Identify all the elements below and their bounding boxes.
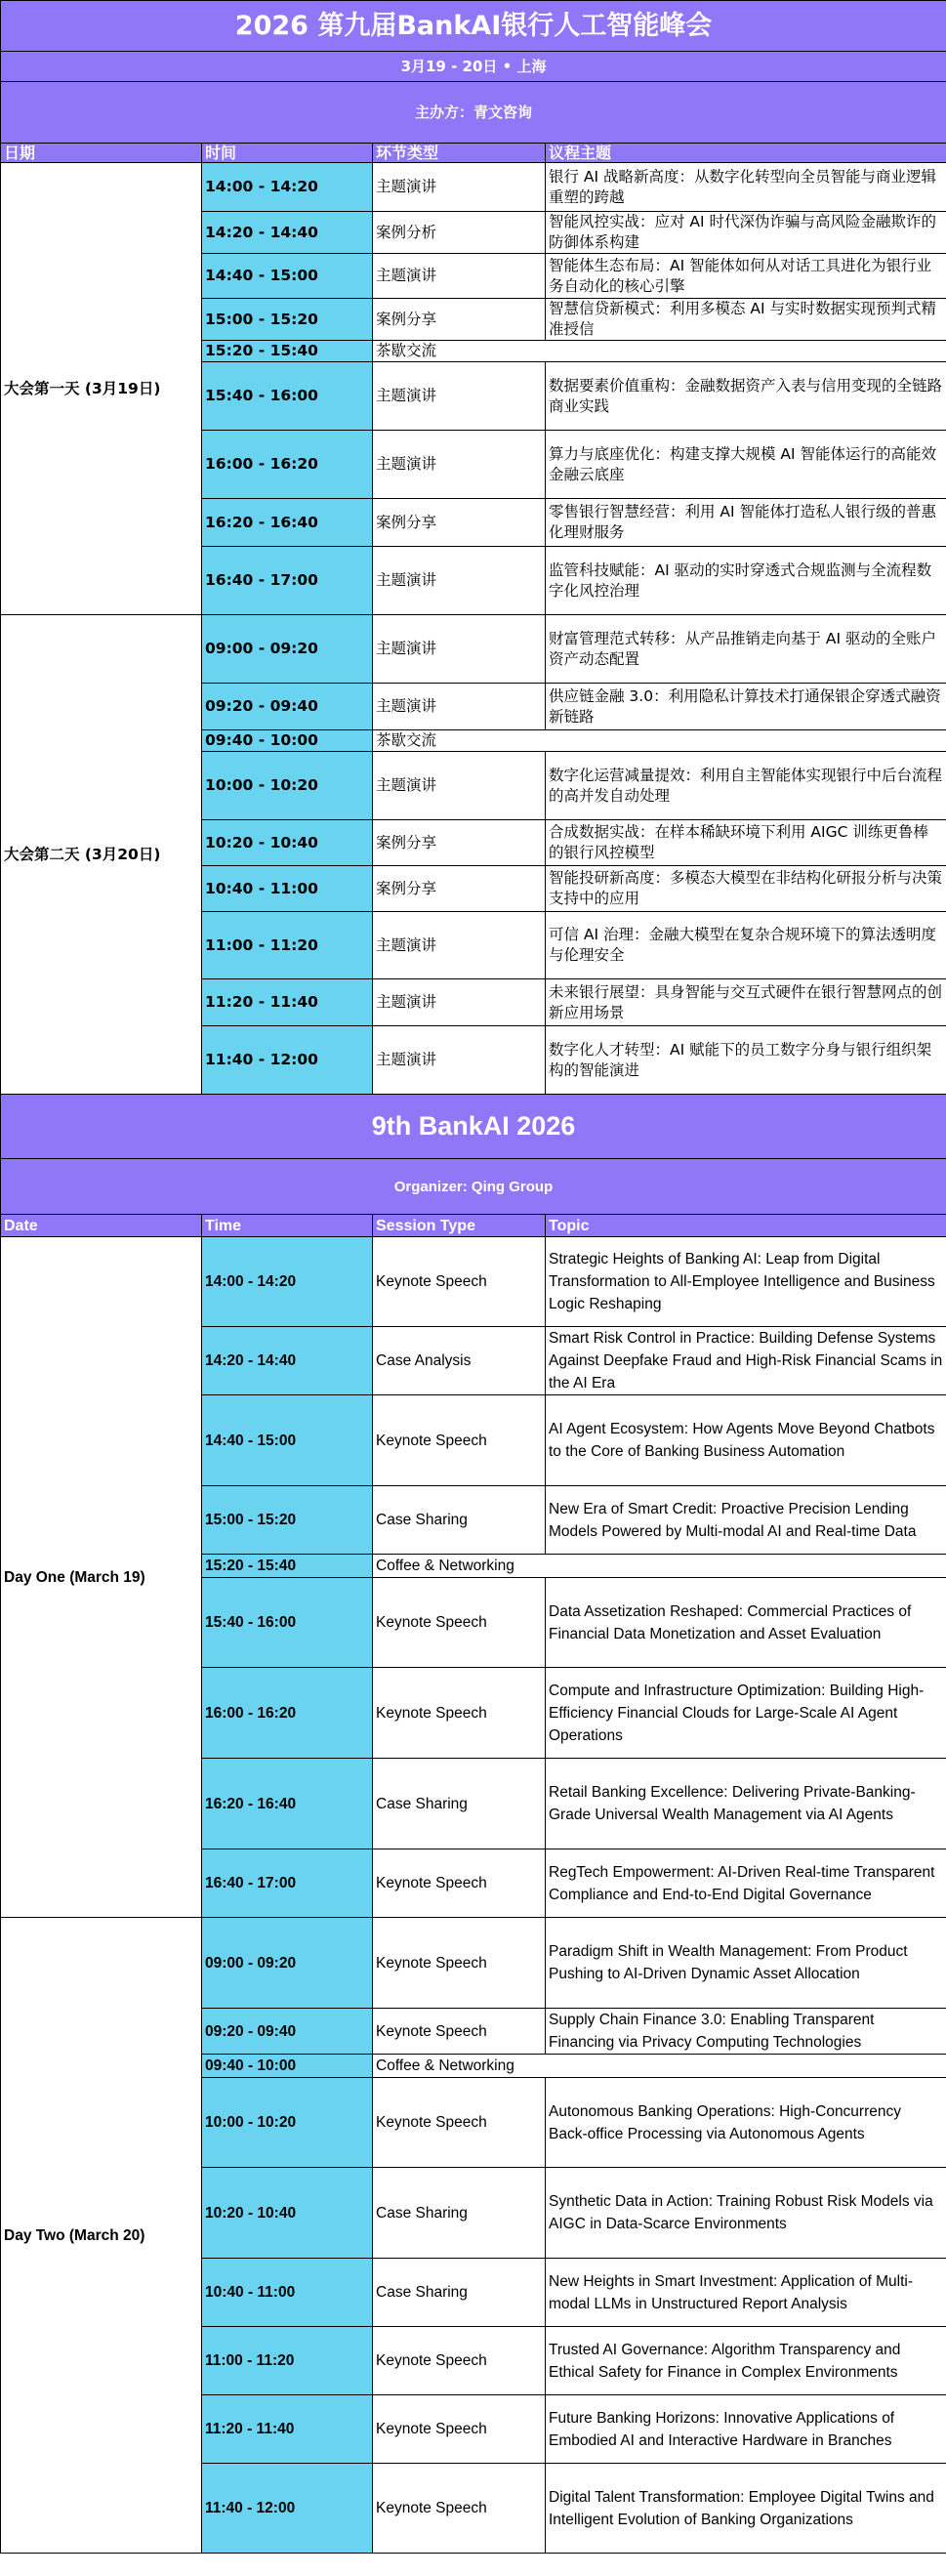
session-topic: 数字化运营减量提效：利用自主智能体实现银行中后台流程的高并发自动处理 xyxy=(546,752,946,820)
session-time: 10:20 - 10:40 xyxy=(202,820,373,866)
session-topic: Compute and Infrastructure Optimization: Building High-Efficiency Financial Clouds for Large-Scale AI Agent Operations xyxy=(546,1668,946,1759)
session-time: 14:40 - 15:00 xyxy=(202,254,373,299)
session-time: 14:40 - 15:00 xyxy=(202,1395,373,1486)
session-topic: New Heights in Smart Investment: Application of Multi-modal LLMs in Unstructured Report Analysis xyxy=(546,2259,946,2327)
agenda-table-en xyxy=(0,1094,946,2554)
session-time: 09:20 - 09:40 xyxy=(202,684,373,730)
session-time: 11:40 - 12:00 xyxy=(202,2464,373,2554)
session-topic: 可信 AI 治理：金融大模型在复杂合规环境下的算法透明度与伦理安全 xyxy=(546,912,946,979)
session-topic: 算力与底座优化：构建支撑大规模 AI 智能体运行的高能效金融云底座 xyxy=(546,431,946,499)
session-time: 16:40 - 17:00 xyxy=(202,1849,373,1918)
session-type: Case Sharing xyxy=(373,1759,546,1849)
table-row xyxy=(1,615,946,684)
session-type: Keynote Speech xyxy=(373,1395,546,1486)
session-type: Keynote Speech xyxy=(373,2009,546,2055)
session-type: 主题演讲 xyxy=(373,254,546,299)
session-type: Keynote Speech xyxy=(373,1849,546,1918)
session-topic: Digital Talent Transformation: Employee Digital Twins and Intelligent Evolution of Banking Organizations xyxy=(546,2464,946,2554)
day-label-en-2: Day Two (March 20) xyxy=(1,1918,202,2554)
session-type: 主题演讲 xyxy=(373,979,546,1026)
session-time: 14:00 - 14:20 xyxy=(202,163,373,212)
session-topic: Data Assetization Reshaped: Commercial Practices of Financial Data Monetization and Asset Evaluation xyxy=(546,1578,946,1668)
session-type: 主题演讲 xyxy=(373,431,546,499)
session-type: 案例分享 xyxy=(373,866,546,912)
session-type: Keynote Speech xyxy=(373,2327,546,2395)
session-topic: 银行 AI 战略新高度：从数字化转型向全员智能与商业逻辑重塑的跨越 xyxy=(546,163,946,212)
session-time: 11:20 - 11:40 xyxy=(202,979,373,1026)
page-title-zh: 2026 第九届BankAI银行人工智能峰会 xyxy=(1,1,946,52)
session-time: 09:40 - 10:00 xyxy=(202,730,373,752)
session-time: 10:00 - 10:20 xyxy=(202,2078,373,2168)
agenda-table-zh xyxy=(0,0,946,1095)
session-topic: 数字化人才转型：AI 赋能下的员工数字分身与银行组织架构的智能演进 xyxy=(546,1026,946,1095)
session-time: 09:20 - 09:40 xyxy=(202,2009,373,2055)
day-label-zh-1: 大会第一天 (3月19日) xyxy=(1,163,202,615)
session-type: 案例分析 xyxy=(373,212,546,254)
header-time-en: Time xyxy=(202,1215,373,1237)
session-time: 11:40 - 12:00 xyxy=(202,1026,373,1095)
session-time: 11:00 - 11:20 xyxy=(202,912,373,979)
organizer-en: Organizer: Qing Group xyxy=(1,1159,946,1215)
header-date-zh: 日期 xyxy=(1,144,202,163)
session-topic: 零售银行智慧经营：利用 AI 智能体打造私人银行级的普惠化理财服务 xyxy=(546,499,946,547)
session-topic: RegTech Empowerment: AI-Driven Real-time Transparent Compliance and End-to-End Digital Governance xyxy=(546,1849,946,1918)
session-topic: Trusted AI Governance: Algorithm Transparency and Ethical Safety for Finance in Complex Environments xyxy=(546,2327,946,2395)
session-topic: Strategic Heights of Banking AI: Leap from Digital Transformation to All-Employee Intelligence and Business Logic Reshaping xyxy=(546,1237,946,1327)
session-type: Keynote Speech xyxy=(373,1918,546,2009)
session-type: Case Analysis xyxy=(373,1327,546,1395)
header-time-zh: 时间 xyxy=(202,144,373,163)
session-time: 14:20 - 14:40 xyxy=(202,1327,373,1395)
session-time: 15:40 - 16:00 xyxy=(202,1578,373,1668)
session-topic: Autonomous Banking Operations: High-Concurrency Back-office Processing via Autonomous Agents xyxy=(546,2078,946,2168)
session-time: 09:00 - 09:20 xyxy=(202,1918,373,2009)
session-topic: 供应链金融 3.0：利用隐私计算技术打通保银企穿透式融资新链路 xyxy=(546,684,946,730)
session-type: Case Sharing xyxy=(373,1486,546,1555)
session-type: Coffee & Networking xyxy=(373,1555,946,1578)
session-topic: Synthetic Data in Action: Training Robust Risk Models via AIGC in Data-Scarce Environments xyxy=(546,2168,946,2259)
session-time: 11:20 - 11:40 xyxy=(202,2395,373,2464)
session-type: Coffee & Networking xyxy=(373,2055,946,2078)
session-type: 茶歇交流 xyxy=(373,730,946,752)
session-topic: New Era of Smart Credit: Proactive Precision Lending Models Powered by Multi-modal AI and Real-time Data xyxy=(546,1486,946,1555)
session-type: Keynote Speech xyxy=(373,2078,546,2168)
session-time: 14:00 - 14:20 xyxy=(202,1237,373,1327)
table-row xyxy=(1,1237,946,1327)
session-time: 15:00 - 15:20 xyxy=(202,299,373,341)
session-time: 11:00 - 11:20 xyxy=(202,2327,373,2395)
session-time: 16:20 - 16:40 xyxy=(202,1759,373,1849)
session-type: 主题演讲 xyxy=(373,163,546,212)
session-topic: Future Banking Horizons: Innovative Applications of Embodied AI and Interactive Hardware in Branches xyxy=(546,2395,946,2464)
session-type: 主题演讲 xyxy=(373,547,546,615)
session-type: 主题演讲 xyxy=(373,912,546,979)
session-type: 主题演讲 xyxy=(373,1026,546,1095)
session-time: 10:00 - 10:20 xyxy=(202,752,373,820)
session-topic: 数据要素价值重构：金融数据资产入表与信用变现的全链路商业实践 xyxy=(546,362,946,431)
session-time: 10:20 - 10:40 xyxy=(202,2168,373,2259)
session-time: 16:40 - 17:00 xyxy=(202,547,373,615)
session-type: Keynote Speech xyxy=(373,1237,546,1327)
session-time: 16:00 - 16:20 xyxy=(202,431,373,499)
session-time: 15:20 - 15:40 xyxy=(202,1555,373,1578)
header-type-en: Session Type xyxy=(373,1215,546,1237)
session-type: 茶歇交流 xyxy=(373,341,946,362)
header-type-zh: 环节类型 xyxy=(373,144,546,163)
session-type: 主题演讲 xyxy=(373,752,546,820)
session-type: Case Sharing xyxy=(373,2259,546,2327)
session-topic: 智慧信贷新模式：利用多模态 AI 与实时数据实现预判式精准授信 xyxy=(546,299,946,341)
session-topic: 财富管理范式转移：从产品推销走向基于 AI 驱动的全账户资产动态配置 xyxy=(546,615,946,684)
session-topic: Smart Risk Control in Practice: Building Defense Systems Against Deepfake Fraud and High-Risk Financial Scams in the AI Era xyxy=(546,1327,946,1395)
session-topic: 智能投研新高度：多模态大模型在非结构化研报分析与决策支持中的应用 xyxy=(546,866,946,912)
header-topic-en: Topic xyxy=(546,1215,946,1237)
session-time: 09:40 - 10:00 xyxy=(202,2055,373,2078)
session-time: 14:20 - 14:40 xyxy=(202,212,373,254)
date-location: 3月19 - 20日 • 上海 xyxy=(1,52,946,82)
session-type: Keynote Speech xyxy=(373,2395,546,2464)
session-type: 主题演讲 xyxy=(373,362,546,431)
session-time: 10:40 - 11:00 xyxy=(202,866,373,912)
header-topic-zh: 议程主题 xyxy=(546,144,946,163)
session-time: 15:20 - 15:40 xyxy=(202,341,373,362)
session-time: 10:40 - 11:00 xyxy=(202,2259,373,2327)
session-topic: 智能体生态布局：AI 智能体如何从对话工具进化为银行业务自动化的核心引擎 xyxy=(546,254,946,299)
session-type: 主题演讲 xyxy=(373,684,546,730)
day-label-zh-2: 大会第二天 (3月20日) xyxy=(1,615,202,1095)
session-type: Keynote Speech xyxy=(373,1668,546,1759)
session-time: 09:00 - 09:20 xyxy=(202,615,373,684)
header-date-en: Date xyxy=(1,1215,202,1237)
table-row xyxy=(1,1918,946,2009)
session-topic: Supply Chain Finance 3.0: Enabling Transparent Financing via Privacy Computing Technologies xyxy=(546,2009,946,2055)
session-type: Case Sharing xyxy=(373,2168,546,2259)
session-type: 主题演讲 xyxy=(373,615,546,684)
session-time: 16:20 - 16:40 xyxy=(202,499,373,547)
session-time: 15:40 - 16:00 xyxy=(202,362,373,431)
organizer-zh: 主办方：青文咨询 xyxy=(1,82,946,144)
session-time: 16:00 - 16:20 xyxy=(202,1668,373,1759)
session-type: Keynote Speech xyxy=(373,2464,546,2554)
session-topic: 未来银行展望：具身智能与交互式硬件在银行智慧网点的创新应用场景 xyxy=(546,979,946,1026)
session-topic: 合成数据实战：在样本稀缺环境下利用 AIGC 训练更鲁棒的银行风控模型 xyxy=(546,820,946,866)
session-topic: Paradigm Shift in Wealth Management: From Product Pushing to AI-Driven Dynamic Asset Allocation xyxy=(546,1918,946,2009)
session-type: Keynote Speech xyxy=(373,1578,546,1668)
session-time: 15:00 - 15:20 xyxy=(202,1486,373,1555)
day-label-en-1: Day One (March 19) xyxy=(1,1237,202,1918)
session-topic: 智能风控实战：应对 AI 时代深伪诈骗与高风险金融欺诈的防御体系构建 xyxy=(546,212,946,254)
session-topic: 监管科技赋能：AI 驱动的实时穿透式合规监测与全流程数字化风控治理 xyxy=(546,547,946,615)
session-type: 案例分享 xyxy=(373,499,546,547)
session-type: 案例分享 xyxy=(373,820,546,866)
session-type: 案例分享 xyxy=(373,299,546,341)
session-topic: AI Agent Ecosystem: How Agents Move Beyond Chatbots to the Core of Banking Business Automation xyxy=(546,1395,946,1486)
session-topic: Retail Banking Excellence: Delivering Private-Banking-Grade Universal Wealth Management via AI Agents xyxy=(546,1759,946,1849)
table-row xyxy=(1,163,946,212)
page-title-en: 9th BankAI 2026 xyxy=(1,1095,946,1159)
